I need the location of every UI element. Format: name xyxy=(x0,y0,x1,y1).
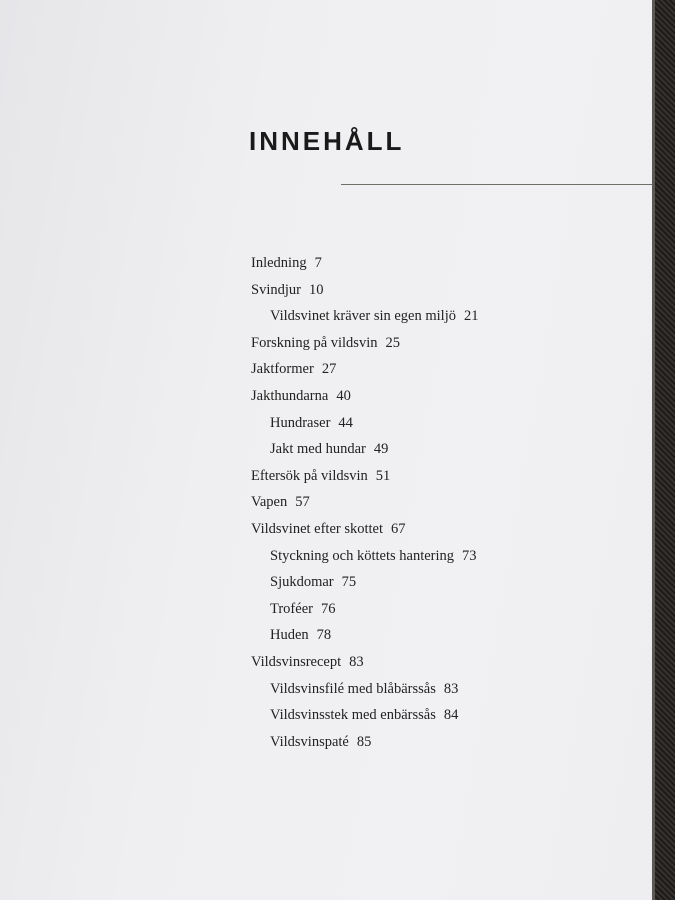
toc-entry-title: Troféer xyxy=(270,600,313,617)
toc-page-number: 73 xyxy=(462,547,477,564)
toc-page-number: 21 xyxy=(463,308,479,325)
toc-entry-title: Vapen xyxy=(251,494,288,511)
toc-page-number: 78 xyxy=(316,627,332,644)
toc-page-number: 40 xyxy=(336,387,351,404)
toc-entry xyxy=(251,330,478,357)
book-cover-edge xyxy=(652,0,675,900)
toc-subentry xyxy=(251,596,478,623)
toc-page-number: 27 xyxy=(321,361,337,378)
toc-entry-title: Vildsvinsrecept xyxy=(251,653,342,670)
toc-entry-title: Vildsvinet efter skottet xyxy=(251,520,384,537)
toc-entry-title: Hundraser xyxy=(270,414,331,431)
toc-entry-title: Sjukdomar xyxy=(270,574,334,591)
toc-page-number: 85 xyxy=(356,733,372,750)
toc-page-number: 67 xyxy=(391,520,406,537)
toc-entry xyxy=(251,649,478,676)
toc-subentry xyxy=(251,410,478,437)
toc-page-number: 10 xyxy=(308,281,324,298)
toc-entry-title: Vildsvinspaté xyxy=(270,733,349,750)
toc-page-number: 83 xyxy=(349,653,364,670)
toc-page-number: 44 xyxy=(338,414,353,431)
toc-entry xyxy=(251,277,478,304)
toc-entry-title: Inledning xyxy=(251,255,307,271)
table-of-contents xyxy=(251,250,478,755)
toc-entry-title: Eftersök på vildsvin xyxy=(251,467,368,484)
toc-page-number: 83 xyxy=(443,680,459,697)
toc-page-number: 84 xyxy=(443,707,459,724)
toc-subentry xyxy=(251,622,478,649)
toc-entry-title: Vildsvinsstek med enbärssås xyxy=(270,707,436,724)
toc-entry-title: Svindjur xyxy=(251,281,301,298)
toc-page-number: 51 xyxy=(375,467,391,484)
toc-entry-title: Vildsvinet kräver sin egen miljö xyxy=(270,308,456,325)
toc-page-number: 25 xyxy=(385,334,400,351)
page-title: INNEHÅLL xyxy=(249,126,405,156)
toc-page-number: 49 xyxy=(373,441,389,458)
toc-subentry xyxy=(251,729,478,756)
toc-entry-title: Huden xyxy=(270,627,309,644)
toc-entry xyxy=(251,516,478,543)
toc-entry-title: Jakthundarna xyxy=(251,387,329,404)
toc-subentry xyxy=(251,676,478,703)
toc-entry-title: Jakt med hundar xyxy=(270,441,366,458)
toc-subentry xyxy=(251,569,478,596)
toc-page-number: 76 xyxy=(320,600,336,617)
toc-entry-title: Vildsvinsfilé med blåbärssås xyxy=(270,680,436,697)
toc-subentry xyxy=(251,303,478,330)
toc-entry xyxy=(251,383,478,410)
toc-entry-title: Jaktformer xyxy=(251,361,314,378)
toc-entry-title: Forskning på vildsvin xyxy=(251,334,378,351)
title-rule xyxy=(341,184,652,185)
toc-subentry xyxy=(251,702,478,729)
toc-entry xyxy=(251,250,478,277)
toc-entry xyxy=(251,489,478,516)
toc-page-number: 75 xyxy=(341,574,357,591)
toc-entry-title: Styckning och köttets hantering xyxy=(270,547,455,564)
toc-entry xyxy=(251,356,478,383)
toc-entry xyxy=(251,463,478,490)
toc-page-number: 57 xyxy=(295,494,310,511)
toc-subentry xyxy=(251,436,478,463)
toc-subentry xyxy=(251,543,478,570)
toc-page-number: 7 xyxy=(314,255,322,271)
